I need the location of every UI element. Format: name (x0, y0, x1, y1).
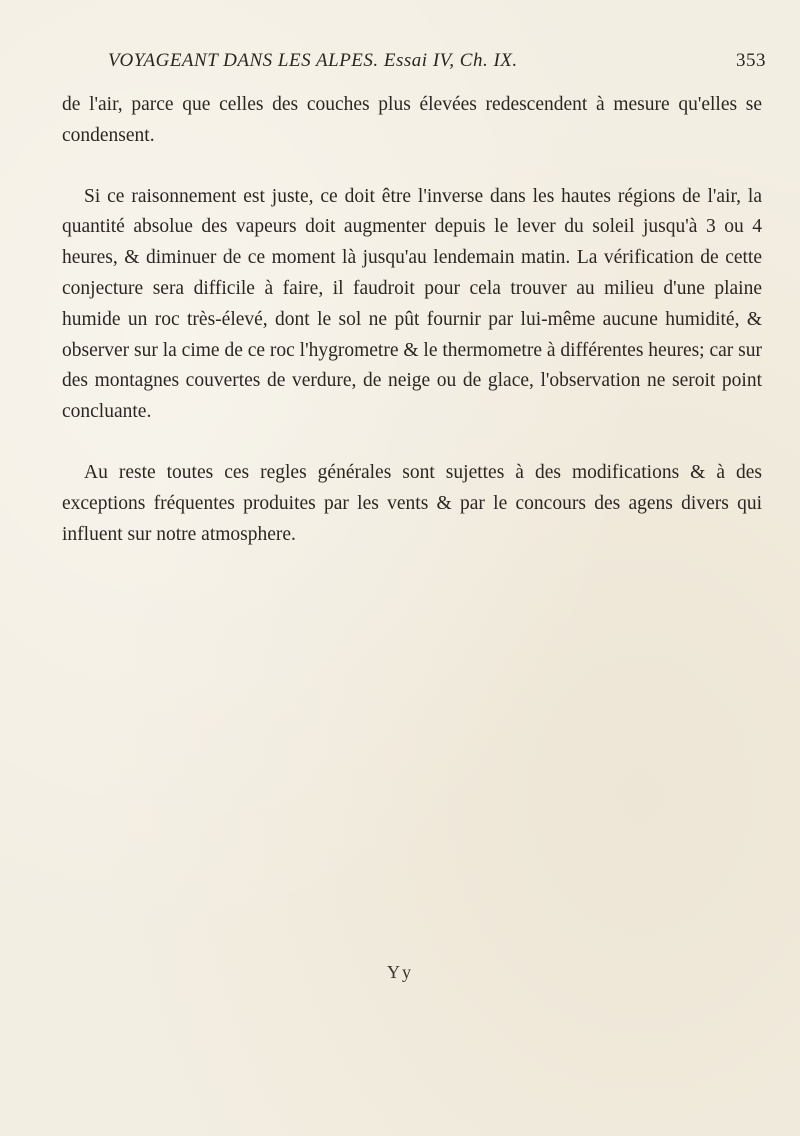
paragraph-continuation: de l'air, parce que celles des couches plus élevées redescendent à mesure qu'elles se condensent. (62, 94, 762, 146)
page-number: 353 (736, 50, 766, 71)
paragraph-conclusion: Au reste toutes ces regles générales sont sujettes à des modifications & à des exceptions fréquentes produites par les vents & par le concours des agens divers qui influent sur notre atmosphere. (62, 461, 762, 545)
paragraph-reasoning: Si ce raisonnement est juste, ce doit être l'inverse dans les hautes régions de l'air, la quantité absolue des vapeurs doit augmenter depuis le lever du soleil jusqu'à 3 ou 4 heures, & diminuer de ce moment là jusqu'au lendemain matin. La vérification de cette conjecture sera difficile à faire, il faudroit pour cela trouver au milieu d'une plaine humide un roc très-élevé, dont le sol ne pût fournir par lui-même aucune humidité, & observer sur la cime de ce roc l'hygrometre & le thermometre à différentes heures; car sur des montagnes couvertes de verdure, de neige ou de glace, l'observation ne seroit point concluante. (62, 185, 762, 423)
signature-mark: Yy (387, 962, 413, 982)
page-header (108, 50, 766, 80)
body-text (62, 90, 762, 550)
running-head: VOYAGEANT DANS LES ALPES. Essai IV, Ch. IX. (108, 50, 518, 71)
